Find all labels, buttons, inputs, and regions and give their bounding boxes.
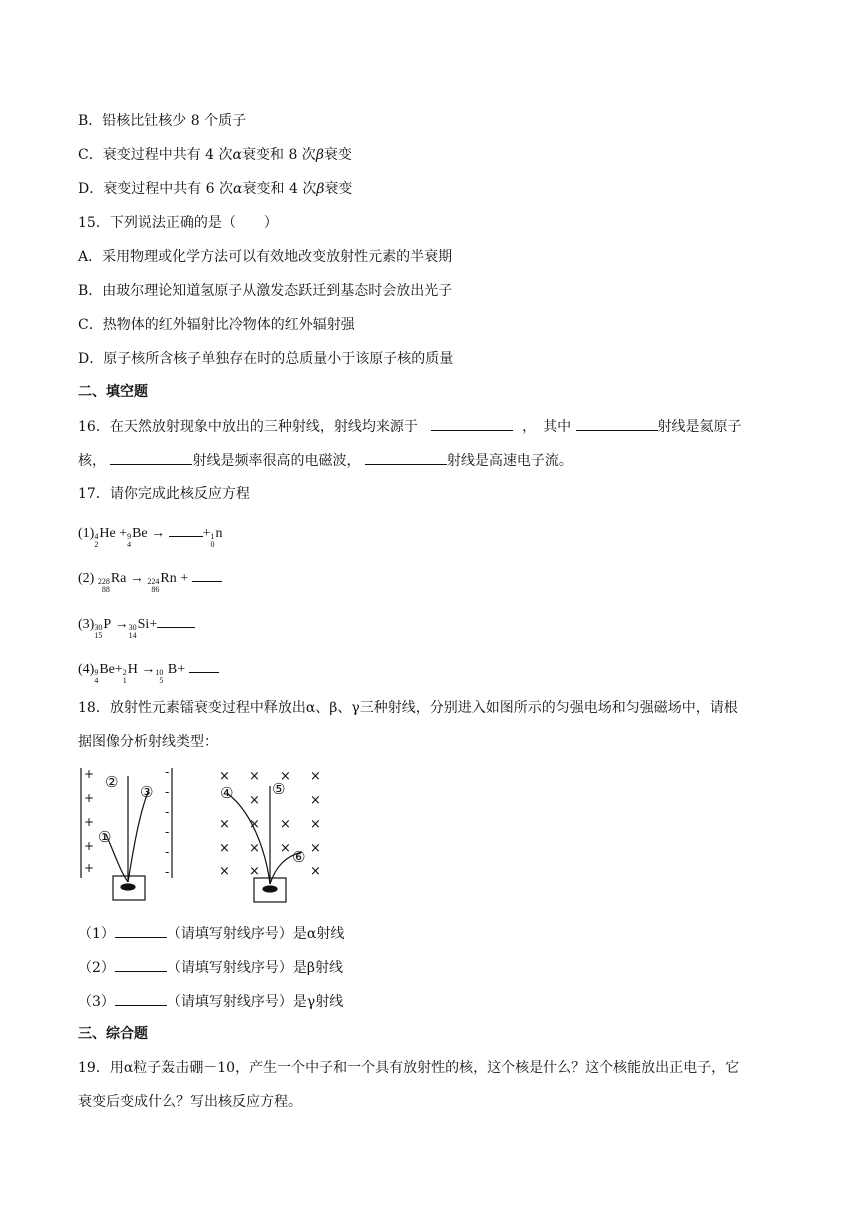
minus-sign: - bbox=[165, 785, 170, 799]
ray-label-5: ⑤ bbox=[272, 780, 286, 798]
minus-sign: - bbox=[165, 825, 170, 839]
q17-equation-3: (3) 30 15 P → 30 14 Si+ bbox=[78, 613, 195, 640]
cross-mark: × bbox=[310, 793, 321, 808]
q18-figure bbox=[76, 762, 336, 904]
q17-stem: 17．请你完成此核反应方程 bbox=[78, 486, 250, 502]
cross-mark: × bbox=[310, 769, 321, 784]
cross-mark: × bbox=[219, 864, 230, 879]
cross-mark: × bbox=[219, 769, 230, 784]
cross-mark: × bbox=[219, 817, 230, 832]
q18-answer-3: （3） （请填写射线序号）是γ射线 bbox=[78, 991, 343, 1012]
plus-sign: + bbox=[84, 767, 95, 781]
q18-blank-2[interactable] bbox=[115, 957, 167, 972]
q18-blank-1[interactable] bbox=[115, 923, 167, 938]
minus-sign: - bbox=[165, 845, 170, 859]
q17-blank-3[interactable] bbox=[157, 613, 195, 628]
cross-mark: × bbox=[249, 864, 260, 879]
source-left bbox=[121, 884, 135, 890]
cross-mark: × bbox=[310, 841, 321, 856]
q17-blank-1[interactable] bbox=[169, 522, 203, 537]
plus-sign: + bbox=[84, 861, 95, 875]
q17-equation-4: (4) 9 4 Be+ 2 1 H → 10 5 B+ bbox=[78, 658, 219, 685]
q15-stem: 15．下列说法正确的是（ ） bbox=[78, 215, 278, 231]
ray-label-1: ① bbox=[98, 828, 112, 846]
cross-mark: × bbox=[249, 769, 260, 784]
section-fill-in-heading: 二、填空题 bbox=[78, 384, 148, 400]
ray-label-2: ② bbox=[105, 773, 119, 791]
minus-sign: - bbox=[165, 765, 170, 779]
q16-line-1: 16．在天然放射现象中放出的三种射线，射线均来源于 ， 其中 射线是氦原子 bbox=[78, 416, 742, 437]
ray-label-6: ⑥ bbox=[292, 848, 306, 866]
plus-sign: + bbox=[84, 815, 95, 829]
cross-mark: × bbox=[310, 864, 321, 879]
plus-sign: + bbox=[84, 791, 95, 805]
q14-option-c: C．衰变过程中共有 4 次α衰变和 8 次β衰变 bbox=[78, 147, 352, 163]
q14-option-b: B．铅核比钍核少 8 个质子 bbox=[78, 113, 247, 129]
q17-equation-1: (1) 4 2 He + 9 4 Be → + 1 0 n bbox=[78, 522, 223, 549]
q18-answer-2: （2） （请填写射线序号）是β射线 bbox=[78, 957, 343, 978]
q18-blank-3[interactable] bbox=[115, 991, 167, 1006]
cross-mark: × bbox=[249, 793, 260, 808]
q18-answer-1: （1） （请填写射线序号）是α射线 bbox=[78, 923, 344, 944]
q16-blank-1[interactable] bbox=[431, 416, 513, 431]
q18-line-2: 据图像分析射线类型： bbox=[78, 734, 218, 750]
cross-mark: × bbox=[249, 841, 260, 856]
section-comprehensive-heading: 三、综合题 bbox=[78, 1026, 148, 1042]
ray-label-4: ④ bbox=[220, 784, 234, 802]
q15-option-d: D．原子核所含核子单独存在时的总质量小于该原子核的质量 bbox=[78, 351, 454, 367]
cross-mark: × bbox=[310, 817, 321, 832]
q16-blank-2[interactable] bbox=[576, 416, 658, 431]
electric-field-diagram bbox=[81, 768, 172, 900]
minus-sign: - bbox=[165, 805, 170, 819]
cross-mark: × bbox=[280, 769, 291, 784]
q16-blank-4[interactable] bbox=[365, 450, 447, 465]
q17-blank-2[interactable] bbox=[192, 567, 222, 582]
q18-line-1: 18．放射性元素镭衰变过程中释放出α、β、γ三种射线，分别进入如图所示的匀强电场和匀强磁场中，请根 bbox=[78, 700, 738, 716]
plus-sign: + bbox=[84, 839, 95, 853]
cross-mark: × bbox=[280, 841, 291, 856]
magnetic-field-diagram bbox=[219, 769, 321, 902]
q14-option-d: D．衰变过程中共有 6 次α衰变和 4 次β衰变 bbox=[78, 181, 353, 197]
q19-line-1: 19．用α粒子轰击硼－10，产生一个中子和一个具有放射性的核，这个核是什么？这个核能放出正电子，它 bbox=[78, 1060, 740, 1076]
cross-mark: × bbox=[219, 841, 230, 856]
ray-3-path bbox=[128, 792, 148, 882]
cross-mark: × bbox=[280, 817, 291, 832]
q17-equation-2: (2) 228 88 Ra → 224 86 Rn + bbox=[78, 567, 222, 594]
q16-line-2: 核， 射线是频率很高的电磁波， 射线是高速电子流。 bbox=[78, 450, 573, 471]
source-right bbox=[263, 886, 277, 892]
q16-blank-3[interactable] bbox=[110, 450, 192, 465]
q15-option-a: A．采用物理或化学方法可以有效地改变放射性元素的半衰期 bbox=[78, 249, 453, 265]
q17-blank-4[interactable] bbox=[189, 658, 219, 673]
q15-option-c: C．热物体的红外辐射比冷物体的红外辐射强 bbox=[78, 317, 355, 333]
ray-label-3: ③ bbox=[140, 783, 154, 801]
minus-sign: - bbox=[165, 865, 170, 879]
q15-option-b: B．由玻尔理论知道氢原子从激发态跃迁到基态时会放出光子 bbox=[78, 283, 453, 299]
cross-mark: × bbox=[249, 817, 260, 832]
q19-line-2: 衰变后变成什么？写出核反应方程。 bbox=[78, 1094, 302, 1110]
